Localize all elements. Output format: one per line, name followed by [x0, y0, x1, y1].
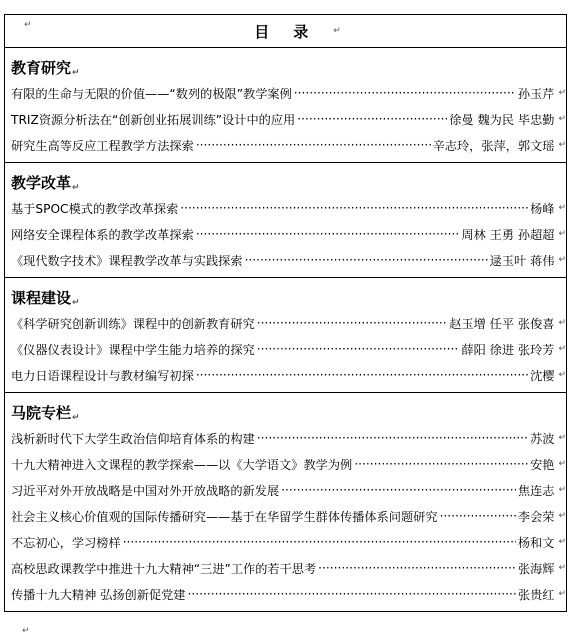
dot-leader	[318, 561, 516, 575]
paragraph-mark: ↵	[558, 318, 566, 328]
entry-title: 习近平对外开放战略是中国对外开放战略的新发展	[11, 483, 280, 498]
entry-title: 高校思政课教学中推进十九大精神“三进”工作的若干思考	[11, 561, 317, 576]
entry-authors: 张贵红	[517, 587, 555, 602]
entry-authors: 杨峰	[530, 201, 555, 216]
entry-title: 十九大精神进入文课程的教学探索——以《大学语文》教学为例	[11, 457, 353, 472]
toc-entry[interactable]	[11, 80, 566, 106]
paragraph-mark: ↵	[558, 589, 566, 599]
entry-authors: 徐曼 魏为民 毕忠勤	[449, 112, 555, 127]
toc-section	[4, 278, 567, 393]
paragraph-mark: ↵	[558, 459, 566, 469]
toc-section	[4, 163, 567, 278]
section-heading-text: 马院专栏	[11, 404, 72, 422]
entry-authors: 辛志玲，张萍，郭文瑶	[432, 138, 555, 153]
entry-title: 《现代数字技术》课程教学改革与实践探索	[11, 253, 243, 268]
dot-leader	[196, 138, 431, 152]
toc-title-row	[4, 14, 567, 48]
paragraph-mark: ↵	[558, 229, 566, 239]
entry-title: 不忘初心，学习榜样	[11, 535, 121, 550]
dot-leader	[297, 112, 447, 126]
paragraph-mark: ↵	[558, 563, 566, 573]
dot-leader	[245, 253, 488, 267]
dot-leader	[354, 457, 528, 471]
toc-entry[interactable]	[11, 247, 566, 273]
toc-section	[4, 393, 567, 612]
toc-entry[interactable]	[11, 310, 566, 336]
paragraph-mark: ↵	[558, 140, 566, 150]
toc-entry[interactable]	[11, 195, 566, 221]
entry-authors: 焦连志	[517, 483, 555, 498]
section-spacer	[11, 607, 566, 611]
entry-authors: 苏波	[530, 431, 555, 446]
section-heading	[11, 48, 566, 80]
dot-leader	[196, 368, 528, 382]
toc-entry[interactable]	[11, 503, 566, 529]
paragraph-mark: ↵	[558, 511, 566, 521]
table-of-contents	[4, 14, 567, 612]
section-heading-text: 教学改革	[11, 174, 72, 192]
toc-entry[interactable]	[11, 106, 566, 132]
entry-title: 《仪器仪表设计》课程中学生能力培养的探究	[11, 342, 255, 357]
dot-leader	[123, 535, 516, 549]
page-title: 目录	[254, 22, 333, 41]
toc-sections	[4, 48, 567, 612]
toc-entry[interactable]	[11, 451, 566, 477]
paragraph-mark: ↵	[558, 370, 566, 380]
entry-title: 网络安全课程体系的教学改革探索	[11, 227, 194, 242]
section-heading-text: 教育研究	[11, 59, 72, 77]
section-spacer	[11, 158, 566, 162]
paragraph-mark: ↵	[558, 433, 566, 443]
paragraph-mark: ↵	[558, 344, 566, 354]
entry-authors: 张海辉	[517, 561, 555, 576]
toc-entry[interactable]	[11, 425, 566, 451]
entry-authors: 赵玉增 任平 张俊喜	[449, 316, 555, 331]
paragraph-mark: ↵	[72, 68, 80, 78]
dot-leader	[188, 587, 516, 601]
entry-title: 基于SPOC模式的教学改革探索	[11, 201, 179, 216]
toc-entry[interactable]	[11, 221, 566, 247]
entry-title: 《科学研究创新训练》课程中的创新教育研究	[11, 316, 255, 331]
section-heading	[11, 393, 566, 425]
entry-title: 研究生高等反应工程教学方法探索	[11, 138, 194, 153]
paragraph-mark: ↵	[72, 298, 80, 308]
paragraph-mark: ↵	[24, 20, 32, 30]
entry-authors: 沈樱	[530, 368, 555, 383]
section-spacer	[11, 273, 566, 277]
entry-title: TRIZ资源分析法在“创新创业拓展训练”设计中的应用	[11, 112, 296, 127]
toc-section	[4, 48, 567, 163]
dot-leader	[180, 201, 528, 215]
entry-authors: 逯玉叶 蒋伟	[489, 253, 555, 268]
section-heading	[11, 278, 566, 310]
toc-entry[interactable]	[11, 362, 566, 388]
entry-authors: 李会荣	[517, 509, 555, 524]
entry-authors: 周林 王勇 孙超超	[461, 227, 555, 242]
paragraph-mark: ↵	[72, 413, 80, 423]
entry-authors: 杨和文	[517, 535, 555, 550]
paragraph-mark: ↵	[558, 203, 566, 213]
entry-authors: 安艳	[530, 457, 555, 472]
entry-title: 传播十九大精神 弘扬创新促党建	[11, 587, 186, 602]
entry-title: 有限的生命与无限的价值——“数列的极限”教学案例	[11, 86, 292, 101]
toc-entry[interactable]	[11, 477, 566, 503]
toc-entry[interactable]	[11, 555, 566, 581]
toc-entry[interactable]	[11, 132, 566, 158]
paragraph-mark: ↵	[558, 485, 566, 495]
toc-entry[interactable]	[11, 581, 566, 607]
entry-title: 浅析新时代下大学生政治信仰培育体系的构建	[11, 431, 255, 446]
dot-leader	[196, 227, 460, 241]
dot-leader	[257, 431, 528, 445]
dot-leader	[257, 316, 447, 330]
paragraph-mark: ↵	[558, 88, 566, 98]
paragraph-mark: ↵	[558, 255, 566, 265]
entry-authors: 孙玉芹	[517, 86, 555, 101]
toc-entry[interactable]	[11, 336, 566, 362]
section-heading-text: 课程建设	[11, 289, 72, 307]
entry-title: 电力日语课程设计与教材编写初探	[11, 368, 194, 383]
section-heading	[11, 163, 566, 195]
paragraph-mark: ↵	[558, 537, 566, 547]
paragraph-mark: ↵	[22, 626, 30, 636]
dot-leader	[257, 342, 460, 356]
entry-title: 社会主义核心价值观的国际传播研究——基于在华留学生群体传播体系问题研究	[11, 509, 438, 524]
dot-leader	[294, 86, 516, 100]
dot-leader	[281, 483, 516, 497]
paragraph-mark: ↵	[333, 26, 341, 36]
paragraph-mark: ↵	[72, 183, 80, 193]
toc-entry[interactable]	[11, 529, 566, 555]
entry-authors: 薛阳 徐进 张玲芳	[461, 342, 555, 357]
dot-leader	[440, 509, 516, 523]
paragraph-mark: ↵	[558, 114, 566, 124]
section-spacer	[11, 388, 566, 392]
